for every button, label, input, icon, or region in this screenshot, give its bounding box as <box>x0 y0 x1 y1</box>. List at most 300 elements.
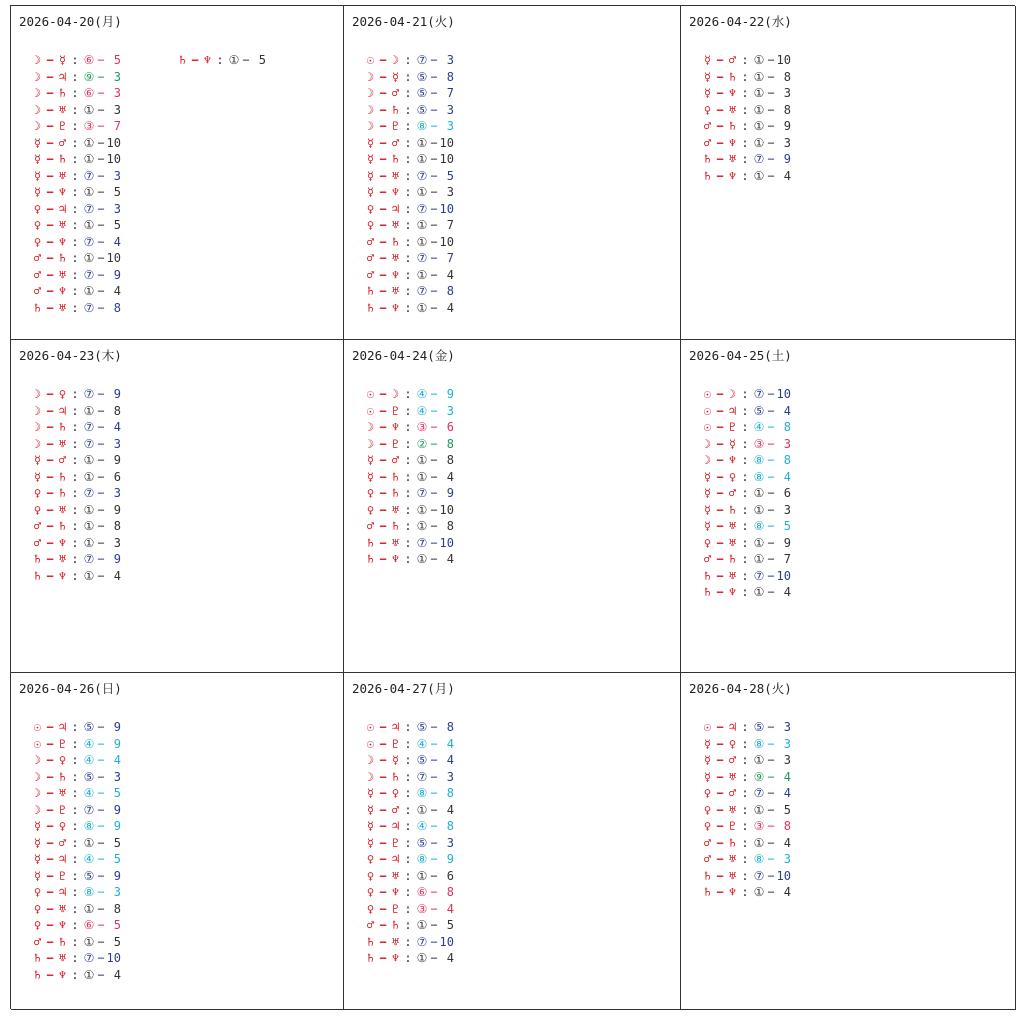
separator-colon: : <box>71 967 79 982</box>
aspect-score: 3 <box>113 535 121 550</box>
day-date: 2026-04-23(木) <box>19 348 122 363</box>
separator-colon: : <box>71 519 79 533</box>
planet-a-glyph: ☽ <box>33 753 42 767</box>
day-cell <box>681 673 1016 1010</box>
score-dash: − <box>430 387 438 401</box>
score-dash: − <box>430 119 438 133</box>
separator-colon: : <box>404 852 412 866</box>
aspect-dash: − <box>46 552 54 566</box>
circled-level: ① <box>83 251 95 265</box>
score-dash: − <box>430 802 438 817</box>
score-dash: − <box>97 218 105 232</box>
separator-colon: : <box>741 519 749 533</box>
planet-a-glyph: ♀ <box>33 486 42 500</box>
aspect-dash: − <box>46 901 54 916</box>
score-dash: − <box>430 69 438 84</box>
aspect-dash: − <box>379 918 387 932</box>
aspect-row <box>364 950 454 967</box>
circled-level: ① <box>753 885 765 899</box>
planet-a-glyph: ☉ <box>703 720 712 734</box>
score-dash: − <box>767 852 775 866</box>
circled-level: ① <box>753 135 765 150</box>
aspect-score: 4 <box>446 802 454 817</box>
planet-a-glyph: ☿ <box>366 786 375 800</box>
score-dash: − <box>430 901 438 916</box>
planet-b-glyph: ♅ <box>728 769 737 784</box>
separator-colon: : <box>404 736 412 751</box>
planet-a-glyph: ☉ <box>366 736 375 751</box>
score-dash: − <box>97 934 105 949</box>
aspect-score: 4 <box>783 786 791 800</box>
aspect-calendar-grid <box>10 5 1015 1009</box>
separator-colon: : <box>71 885 79 899</box>
aspect-score: 3 <box>113 102 121 117</box>
planet-b-glyph: ♃ <box>58 201 67 216</box>
separator-colon: : <box>741 852 749 866</box>
score-dash: − <box>430 502 438 517</box>
planet-a-glyph: ☽ <box>33 86 42 100</box>
separator-colon: : <box>404 119 412 133</box>
day-cell <box>681 6 1016 340</box>
day-date: 2026-04-21(火) <box>352 14 455 29</box>
day-cell <box>11 340 344 673</box>
score-dash: − <box>767 152 775 166</box>
separator-colon: : <box>404 267 412 282</box>
planet-a-glyph: ☽ <box>366 769 375 784</box>
aspect-row <box>31 403 121 420</box>
aspect-score: 5 <box>113 185 121 199</box>
aspect-list <box>701 386 791 601</box>
circled-level: ① <box>416 519 428 533</box>
planet-a-glyph: ♄ <box>33 951 42 965</box>
planet-b-glyph: ♇ <box>58 736 67 751</box>
separator-colon: : <box>71 835 79 850</box>
score-dash: − <box>430 53 438 67</box>
score-dash: − <box>97 535 105 550</box>
aspect-score: 10 <box>439 234 454 249</box>
aspect-score: 9 <box>113 720 121 734</box>
planet-b-glyph: ♄ <box>391 918 400 932</box>
circled-level: ⑦ <box>753 387 765 401</box>
separator-colon: : <box>741 420 749 434</box>
planet-a-glyph: ☽ <box>366 436 375 451</box>
score-dash: − <box>430 102 438 117</box>
circled-level: ① <box>83 152 95 166</box>
planet-b-glyph: ♆ <box>58 568 67 583</box>
planet-b-glyph: ♃ <box>58 885 67 899</box>
aspect-row <box>364 769 454 786</box>
planet-b-glyph: ♆ <box>728 585 737 599</box>
separator-colon: : <box>404 453 412 467</box>
score-dash: − <box>97 769 105 784</box>
aspect-score: 3 <box>113 168 121 183</box>
score-dash: − <box>430 469 438 484</box>
aspect-row <box>364 818 454 835</box>
aspect-list <box>701 719 791 901</box>
circled-level: ⑤ <box>753 403 765 418</box>
aspect-score: 4 <box>783 769 791 784</box>
planet-a-glyph: ♄ <box>366 552 375 566</box>
circled-level: ⑨ <box>83 69 95 84</box>
circled-level: ① <box>416 453 428 467</box>
planet-a-glyph: ☿ <box>33 852 42 866</box>
aspect-score: 5 <box>113 934 121 949</box>
score-dash: − <box>430 234 438 249</box>
circled-level: ① <box>83 284 95 298</box>
separator-colon: : <box>71 753 79 767</box>
aspect-score: 4 <box>446 901 454 916</box>
planet-a-glyph: ♀ <box>33 901 42 916</box>
circled-level: ① <box>83 135 95 150</box>
score-dash: − <box>767 552 775 566</box>
planet-b-glyph: ☽ <box>391 53 400 67</box>
separator-colon: : <box>71 453 79 467</box>
score-dash: − <box>97 819 105 833</box>
planet-b-glyph: ♆ <box>391 420 400 434</box>
planet-a-glyph: ♀ <box>703 819 712 833</box>
separator-colon: : <box>404 201 412 216</box>
planet-b-glyph: ♂ <box>391 135 400 150</box>
planet-b-glyph: ♃ <box>391 852 400 866</box>
planet-b-glyph: ♅ <box>58 300 67 315</box>
score-dash: − <box>767 769 775 784</box>
aspect-score: 4 <box>113 234 121 249</box>
planet-a-glyph: ♀ <box>366 502 375 517</box>
separator-colon: : <box>741 387 749 401</box>
circled-level: ⑤ <box>416 835 428 850</box>
planet-a-glyph: ☿ <box>366 135 375 150</box>
aspect-row <box>364 151 454 168</box>
aspect-score: 9 <box>113 736 121 751</box>
aspect-dash: − <box>716 69 724 84</box>
planet-b-glyph: ♆ <box>728 135 737 150</box>
circled-level: ⑨ <box>753 769 765 784</box>
planet-b-glyph: ♄ <box>58 769 67 784</box>
aspect-score: 8 <box>113 403 121 418</box>
aspect-score: 3 <box>783 135 791 150</box>
aspect-score: 5 <box>258 53 266 67</box>
separator-colon: : <box>404 152 412 166</box>
aspect-dash: − <box>46 168 54 183</box>
circled-level: ⑥ <box>416 885 428 899</box>
aspect-row <box>31 168 121 185</box>
planet-a-glyph: ♂ <box>703 835 712 850</box>
aspect-row <box>31 835 121 852</box>
separator-colon: : <box>741 736 749 751</box>
aspect-row <box>31 52 121 69</box>
separator-colon: : <box>741 819 749 833</box>
circled-level: ⑦ <box>416 201 428 216</box>
aspect-row <box>364 469 454 486</box>
planet-a-glyph: ☿ <box>703 53 712 67</box>
score-dash: − <box>97 251 105 265</box>
aspect-row <box>701 386 791 403</box>
score-dash: − <box>97 234 105 249</box>
aspect-score: 10 <box>439 934 454 949</box>
planet-a-glyph: ♄ <box>703 585 712 599</box>
day-cell <box>344 673 681 1010</box>
score-dash: − <box>430 535 438 550</box>
planet-a-glyph: ☿ <box>703 753 712 767</box>
score-dash: − <box>430 519 438 533</box>
aspect-row <box>31 551 121 568</box>
score-dash: − <box>767 168 775 183</box>
aspect-row <box>364 518 454 535</box>
planet-b-glyph: ♂ <box>728 753 737 767</box>
planet-b-glyph: ♅ <box>58 102 67 117</box>
planet-a-glyph: ♄ <box>366 934 375 949</box>
aspect-dash: − <box>46 86 54 100</box>
aspect-score: 3 <box>113 769 121 784</box>
aspect-score: 3 <box>446 119 454 133</box>
aspect-score: 4 <box>446 753 454 767</box>
circled-level: ④ <box>416 387 428 401</box>
aspect-row <box>31 234 121 251</box>
aspect-dash: − <box>379 201 387 216</box>
planet-b-glyph: ♄ <box>391 769 400 784</box>
aspect-dash: − <box>46 568 54 583</box>
planet-a-glyph: ♂ <box>366 519 375 533</box>
aspect-dash: − <box>379 753 387 767</box>
aspect-score: 4 <box>113 420 121 434</box>
separator-colon: : <box>404 69 412 84</box>
score-dash: − <box>97 786 105 800</box>
circled-level: ⑦ <box>83 387 95 401</box>
aspect-score: 8 <box>783 102 791 117</box>
separator-colon: : <box>741 835 749 850</box>
aspect-dash: − <box>46 753 54 767</box>
circled-level: ③ <box>83 119 95 133</box>
aspect-row <box>31 283 121 300</box>
planet-b-glyph: ♃ <box>391 201 400 216</box>
planet-a-glyph: ☽ <box>33 102 42 117</box>
aspect-score: 3 <box>113 86 121 100</box>
separator-colon: : <box>71 135 79 150</box>
aspect-row <box>31 102 121 119</box>
score-dash: − <box>97 568 105 583</box>
aspect-dash: − <box>379 284 387 298</box>
aspect-row <box>31 386 121 403</box>
planet-b-glyph: ♅ <box>391 218 400 232</box>
planet-b-glyph: ♇ <box>58 119 67 133</box>
aspect-row <box>701 168 791 185</box>
aspect-row <box>31 802 121 819</box>
score-dash: − <box>430 753 438 767</box>
score-dash: − <box>430 885 438 899</box>
score-dash: − <box>97 868 105 883</box>
planet-a-glyph: ☿ <box>366 469 375 484</box>
aspect-score: 3 <box>783 720 791 734</box>
aspect-row <box>31 967 121 984</box>
planet-b-glyph: ♄ <box>728 835 737 850</box>
aspect-list <box>31 52 121 316</box>
separator-colon: : <box>404 868 412 883</box>
aspect-score: 3 <box>113 486 121 500</box>
aspect-dash: − <box>716 720 724 734</box>
circled-level: ① <box>416 300 428 315</box>
aspect-row <box>31 69 121 86</box>
planet-b-glyph: ♅ <box>728 535 737 550</box>
aspect-dash: − <box>379 951 387 965</box>
aspect-dash: − <box>716 868 724 883</box>
aspect-dash: − <box>716 453 724 467</box>
separator-colon: : <box>404 901 412 916</box>
planet-a-glyph: ☿ <box>366 152 375 166</box>
aspect-row <box>31 950 121 967</box>
planet-a-glyph: ♄ <box>366 535 375 550</box>
planet-a-glyph: ♀ <box>33 234 42 249</box>
circled-level: ① <box>753 535 765 550</box>
aspect-dash: − <box>379 86 387 100</box>
planet-b-glyph: ♅ <box>728 519 737 533</box>
aspect-row <box>701 85 791 102</box>
circled-level: ④ <box>416 736 428 751</box>
aspect-row <box>31 736 121 753</box>
aspect-score: 8 <box>783 69 791 84</box>
planet-b-glyph: ♂ <box>728 786 737 800</box>
separator-colon: : <box>741 885 749 899</box>
circled-level: ⑦ <box>83 168 95 183</box>
aspect-row <box>31 485 121 502</box>
aspect-row <box>31 436 121 453</box>
circled-level: ⑥ <box>83 918 95 932</box>
score-dash: − <box>430 736 438 751</box>
separator-colon: : <box>741 69 749 84</box>
aspect-score: 9 <box>446 387 454 401</box>
score-dash: − <box>430 267 438 282</box>
score-dash: − <box>97 736 105 751</box>
aspect-row <box>701 485 791 502</box>
aspect-dash: − <box>379 234 387 249</box>
planet-b-glyph: ♂ <box>728 53 737 67</box>
separator-colon: : <box>741 486 749 500</box>
planet-a-glyph: ♄ <box>33 967 42 982</box>
planet-b-glyph: ♄ <box>58 86 67 100</box>
aspect-dash: − <box>379 819 387 833</box>
aspect-dash: − <box>46 885 54 899</box>
planet-b-glyph: ♅ <box>58 951 67 965</box>
planet-b-glyph: ♄ <box>391 152 400 166</box>
aspect-row <box>364 917 454 934</box>
score-dash: − <box>430 552 438 566</box>
planet-b-glyph: ♅ <box>58 786 67 800</box>
aspect-row <box>701 851 791 868</box>
circled-level: ① <box>416 218 428 232</box>
separator-colon: : <box>404 802 412 817</box>
score-dash: − <box>430 135 438 150</box>
circled-level: ① <box>753 53 765 67</box>
planet-b-glyph: ♂ <box>58 135 67 150</box>
circled-level: ⑦ <box>416 769 428 784</box>
aspect-score: 4 <box>113 284 121 298</box>
aspect-score: 6 <box>783 486 791 500</box>
circled-level: ④ <box>83 753 95 767</box>
aspect-dash: − <box>379 519 387 533</box>
aspect-row <box>364 485 454 502</box>
aspect-list <box>364 386 454 568</box>
planet-b-glyph: ♆ <box>391 885 400 899</box>
circled-level: ⑤ <box>83 769 95 784</box>
planet-b-glyph: ♄ <box>391 234 400 249</box>
planet-a-glyph: ☽ <box>703 453 712 467</box>
score-dash: − <box>767 69 775 84</box>
aspect-score: 5 <box>113 852 121 866</box>
score-dash: − <box>97 720 105 734</box>
aspect-list <box>31 386 121 584</box>
aspect-dash: − <box>379 502 387 517</box>
score-dash: − <box>97 53 105 67</box>
planet-b-glyph: ☿ <box>391 69 400 84</box>
planet-a-glyph: ☿ <box>366 453 375 467</box>
circled-level: ④ <box>83 852 95 866</box>
circled-level: ① <box>753 86 765 100</box>
separator-colon: : <box>404 234 412 249</box>
aspect-score: 7 <box>446 218 454 232</box>
score-dash: − <box>430 918 438 932</box>
separator-colon: : <box>404 835 412 850</box>
aspect-row <box>31 917 121 934</box>
separator-colon: : <box>741 802 749 817</box>
planet-b-glyph: ♅ <box>391 168 400 183</box>
aspect-score: 3 <box>446 185 454 199</box>
score-dash: − <box>430 835 438 850</box>
circled-level: ⑥ <box>83 53 95 67</box>
aspect-score: 9 <box>446 486 454 500</box>
aspect-dash: − <box>716 403 724 418</box>
planet-b-glyph: ☿ <box>728 436 737 451</box>
aspect-dash: − <box>379 868 387 883</box>
planet-b-glyph: ♇ <box>391 835 400 850</box>
aspect-row <box>176 52 266 69</box>
aspect-row <box>364 52 454 69</box>
planet-a-glyph: ♀ <box>366 868 375 883</box>
separator-colon: : <box>71 951 79 965</box>
planet-a-glyph: ☿ <box>33 135 42 150</box>
separator-colon: : <box>71 251 79 265</box>
aspect-score: 6 <box>446 420 454 434</box>
aspect-score: 4 <box>446 736 454 751</box>
aspect-row <box>31 568 121 585</box>
aspect-score: 3 <box>446 102 454 117</box>
separator-colon: : <box>71 218 79 232</box>
aspect-dash: − <box>379 901 387 916</box>
planet-a-glyph: ♂ <box>366 267 375 282</box>
separator-colon: : <box>404 387 412 401</box>
score-dash: − <box>430 868 438 883</box>
planet-b-glyph: ♆ <box>728 885 737 899</box>
aspect-row <box>31 452 121 469</box>
aspect-row <box>364 85 454 102</box>
planet-b-glyph: ♆ <box>58 918 67 932</box>
score-dash: − <box>767 387 775 401</box>
circled-level: ⑤ <box>416 102 428 117</box>
planet-b-glyph: ♃ <box>728 403 737 418</box>
score-dash: − <box>97 951 105 965</box>
score-dash: − <box>767 403 775 418</box>
separator-colon: : <box>404 403 412 418</box>
planet-a-glyph: ♀ <box>366 852 375 866</box>
planet-b-glyph: ♃ <box>58 720 67 734</box>
planet-a-glyph: ♂ <box>33 267 42 282</box>
score-dash: − <box>97 267 105 282</box>
aspect-dash: − <box>46 218 54 232</box>
separator-colon: : <box>741 753 749 767</box>
aspect-score: 3 <box>113 201 121 216</box>
circled-level: ① <box>83 218 95 232</box>
planet-b-glyph: ♄ <box>58 486 67 500</box>
planet-a-glyph: ♄ <box>366 951 375 965</box>
score-dash: − <box>767 736 775 751</box>
